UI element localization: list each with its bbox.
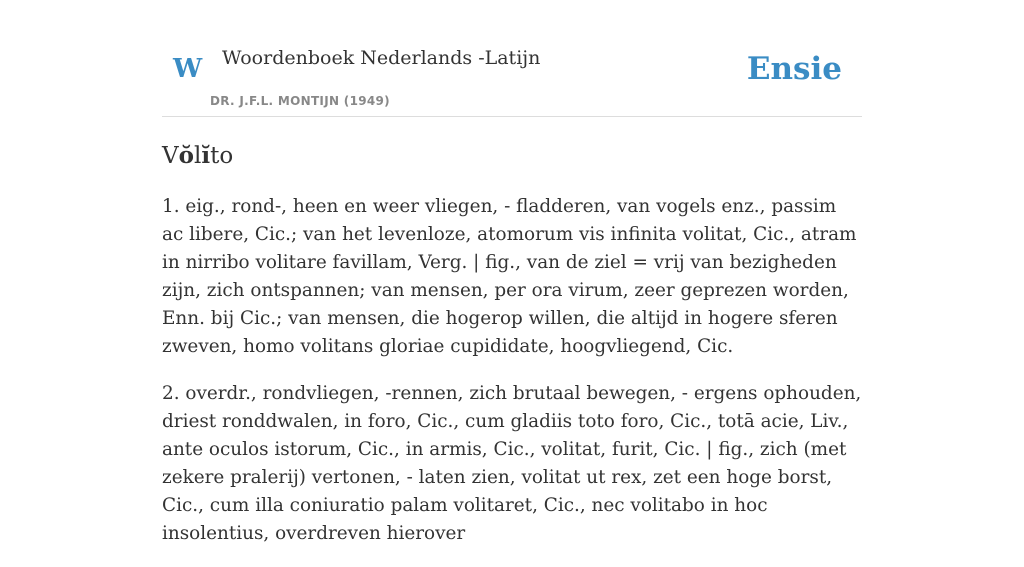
definition-body xyxy=(162,193,862,548)
lemma-part: V xyxy=(162,143,179,169)
book-logo[interactable]: W xyxy=(173,54,203,84)
lemma-part: ĭ xyxy=(201,142,211,169)
ensie-logo[interactable]: Ensie xyxy=(746,51,842,87)
lemma-part: to xyxy=(210,143,234,169)
lemma-part: ŏ xyxy=(178,142,194,169)
book-author: DR. J.F.L. MONTIJN (1949) xyxy=(210,94,390,108)
lemma-part: l xyxy=(193,143,202,169)
page-title xyxy=(162,141,862,171)
page xyxy=(162,0,862,567)
definition-paragraph: 2. overdr., rondvliegen, -rennen, zich brutaal bewegen, - ergens ophouden, driest ronddwalen, in foro, Cic., cum gladiis toto foro, Cic., totā acie, Liv., ante oculos istorum, Cic., in armis, Cic., volitat, furit, Cic. | fig., zich (met zekere pralerij) vertonen, - laten zien, volitat ut rex, zet een hoge borst, Cic., cum illa coniuratio palam volitaret, Cic., nec volitabo in hoc insolentius, overdreven hierover xyxy=(162,383,862,544)
definition-paragraph: 1. eig., rond-, heen en weer vliegen, - fladderen, van vogels enz., passim ac libere, Cic.; van het levenloze, atomorum vis infinita volitat, Cic., atram in nirribo volitare favillam, Verg. | fig., van de ziel = vrij van bezigheden zijn, zich ontspannen; van mensen, per ora virum, zeer geprezen worden, Enn. bij Cic.; van mensen, die hogerop willen, die altijd in hogere sferen zweven, homo volitans gloriae cupididate, hoogvliegend, Cic. xyxy=(162,196,857,357)
book-title[interactable]: Woordenboek Nederlands -Latijn xyxy=(222,47,541,69)
header xyxy=(162,0,862,117)
